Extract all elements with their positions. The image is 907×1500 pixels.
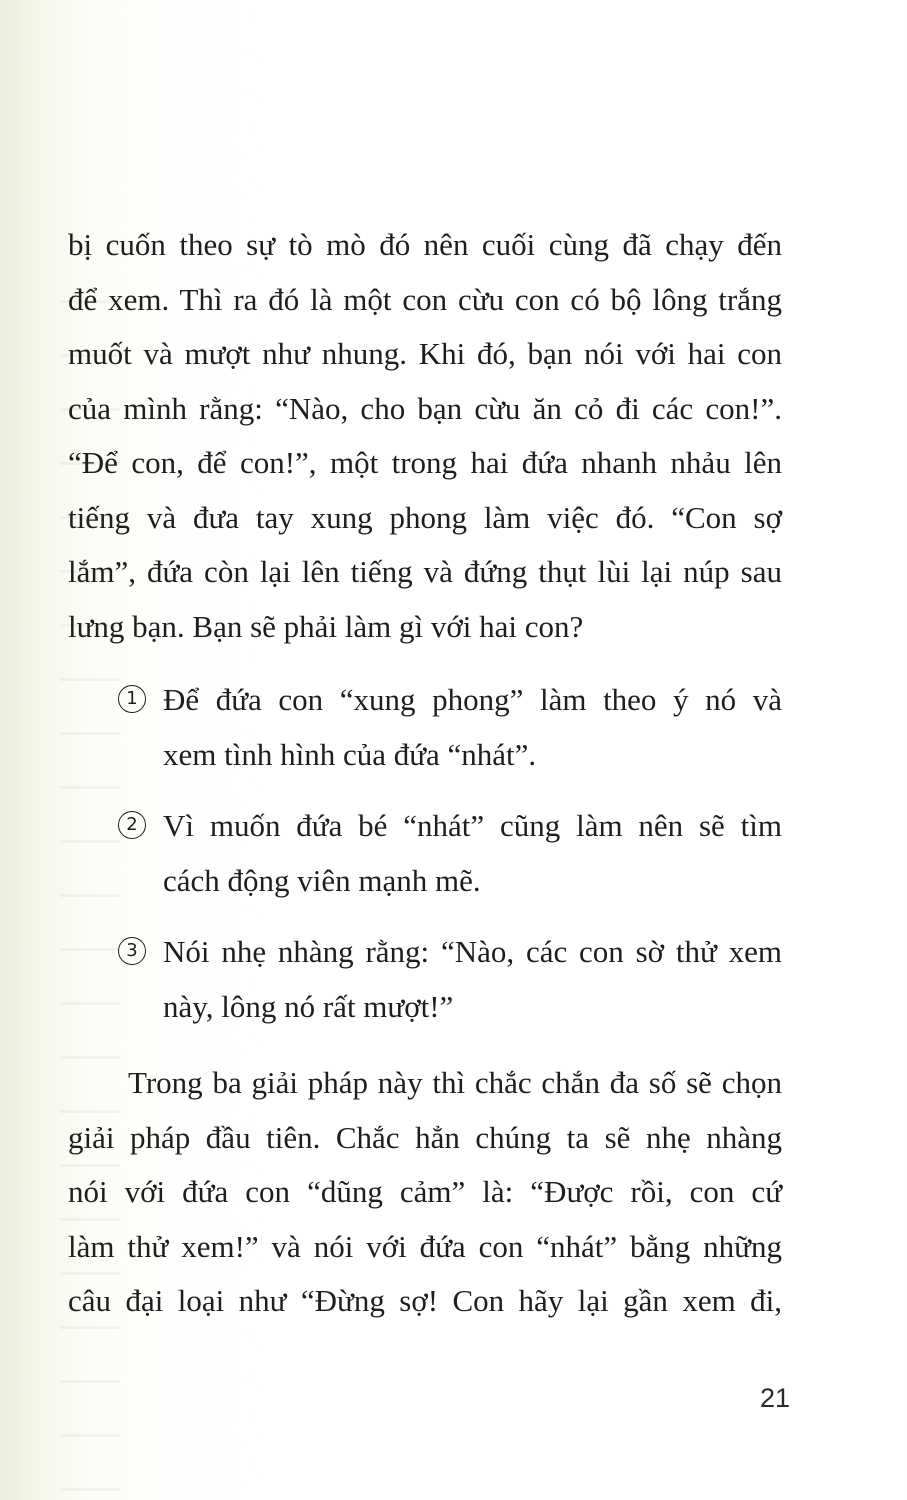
circled-number: 3 [118, 937, 146, 965]
paragraph-line: làm thử xem!” và nói với đứa con “nhát” bằng những [68, 1228, 782, 1264]
option-line: xem tình hình của đứa “nhát”. [163, 736, 537, 772]
option-line: Nói nhẹ nhàng rằng: “Nào, các con sờ thử xem [163, 934, 782, 969]
paragraph-line: Trong ba giải pháp này thì chắc chắn đa số sẽ chọn [128, 1065, 782, 1100]
paragraph-line: giải pháp đầu tiên. Chắc hẳn chúng ta sẽ nhẹ nhàng [68, 1119, 782, 1155]
paragraph-line: câu đại loại như “Đừng sợ! Con hãy lại gần xem đi, [68, 1283, 782, 1318]
option-line: cách động viên mạnh mẽ. [163, 862, 481, 898]
paragraph-2 [68, 1056, 782, 1329]
paragraph-1 [68, 218, 782, 654]
option-line: Để đứa con “xung phong” làm theo ý nó và [163, 682, 782, 717]
circled-number: 2 [118, 811, 146, 839]
paragraph-line: nói với đứa con “dũng cảm” là: “Được rồi, con cứ [68, 1174, 782, 1209]
option-3 [118, 925, 782, 1034]
paragraph-line: để xem. Thì ra đó là một con cừu con có bộ lông trắng [68, 281, 782, 317]
options-list [118, 673, 782, 1051]
option-line: Vì muốn đứa bé “nhát” cũng làm nên sẽ tìm [163, 808, 782, 843]
page-number: 21 [759, 1383, 790, 1413]
paragraph-line: tiếng và đưa tay xung phong làm việc đó. “Con sợ [68, 499, 782, 535]
paragraph-line: “Để con, để con!”, một trong hai đứa nhanh nhảu lên [68, 445, 782, 480]
paragraph-line: lưng bạn. Bạn sẽ phải làm gì với hai con? [68, 608, 584, 644]
paragraph-line: muốt và mượt như nhung. Khi đó, bạn nói với hai con [68, 336, 782, 371]
paragraph-line: bị cuốn theo sự tò mò đó nên cuối cùng đã chạy đến [68, 227, 782, 262]
paragraph-line: lắm”, đứa còn lại lên tiếng và đứng thụt lùi lại núp sau [68, 554, 782, 589]
option-1 [118, 673, 782, 782]
paragraph-line: của mình rằng: “Nào, cho bạn cừu ăn cỏ đi các con!”. [68, 390, 782, 426]
option-line: này, lông nó rất mượt!” [163, 988, 454, 1024]
option-2 [118, 799, 782, 908]
circled-number: 1 [118, 685, 146, 713]
